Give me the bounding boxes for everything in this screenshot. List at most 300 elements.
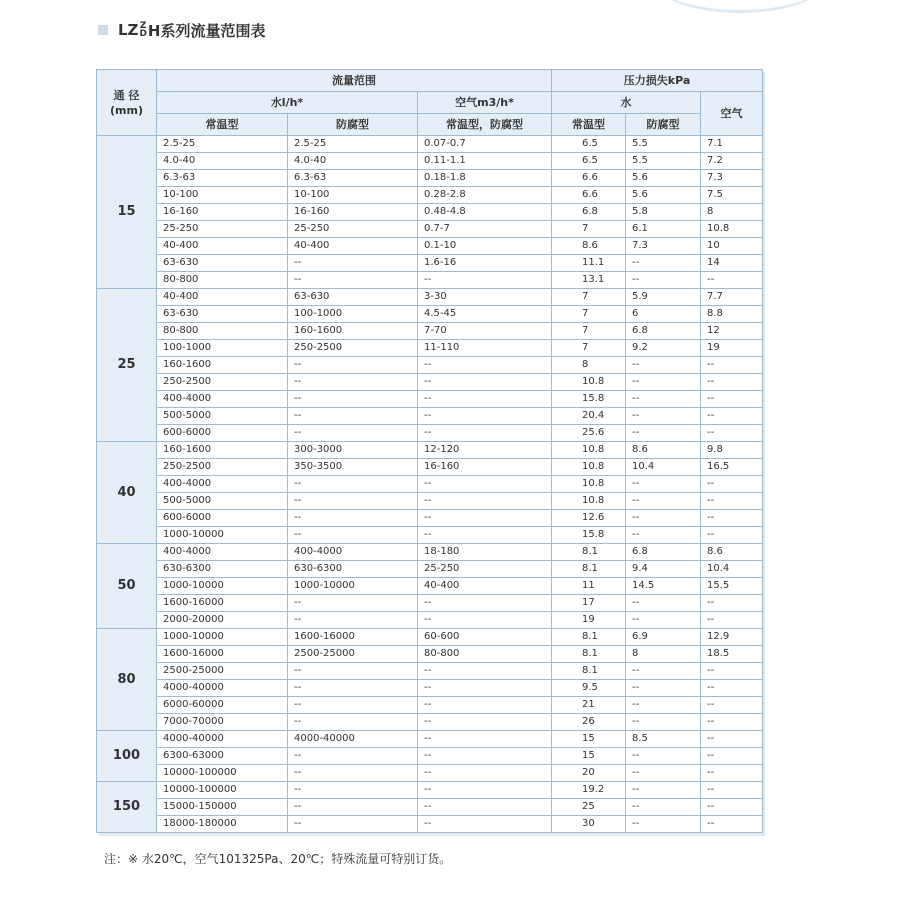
- water-anticorrosion-cell: --: [288, 697, 418, 714]
- water-normal-cell: 7000-70000: [157, 714, 288, 731]
- table-row: [97, 136, 763, 153]
- air-flow-cell: --: [418, 493, 552, 510]
- water-anticorrosion-cell: 630-6300: [288, 561, 418, 578]
- loss-water-normal-cell: 8.1: [552, 561, 626, 578]
- table-row: [97, 374, 763, 391]
- table-row: [97, 425, 763, 442]
- water-normal-cell: 2500-25000: [157, 663, 288, 680]
- loss-water-anticorrosion-cell: --: [626, 595, 701, 612]
- loss-water-normal-cell: 19.2: [552, 782, 626, 799]
- loss-air-cell: --: [701, 357, 763, 374]
- table-row: [97, 646, 763, 663]
- water-anticorrosion-cell: 2.5-25: [288, 136, 418, 153]
- water-anticorrosion-cell: --: [288, 391, 418, 408]
- water-normal-cell: 40-400: [157, 238, 288, 255]
- loss-water-normal-cell: 15: [552, 731, 626, 748]
- water-anticorrosion-cell: 16-160: [288, 204, 418, 221]
- table-row: [97, 527, 763, 544]
- water-normal-cell: 1600-16000: [157, 595, 288, 612]
- loss-water-normal-cell: 21: [552, 697, 626, 714]
- air-flow-cell: 16-160: [418, 459, 552, 476]
- water-anticorrosion-cell: 300-3000: [288, 442, 418, 459]
- loss-air-cell: 15.5: [701, 578, 763, 595]
- loss-air-cell: 14: [701, 255, 763, 272]
- loss-water-normal-cell: 17: [552, 595, 626, 612]
- loss-air-cell: --: [701, 697, 763, 714]
- water-normal-cell: 160-1600: [157, 442, 288, 459]
- water-normal-cell: 1000-10000: [157, 629, 288, 646]
- loss-water-normal-cell: 8.1: [552, 629, 626, 646]
- loss-air-cell: --: [701, 408, 763, 425]
- loss-water-anticorrosion-cell: 9.2: [626, 340, 701, 357]
- water-anticorrosion-cell: --: [288, 408, 418, 425]
- loss-water-normal-cell: 10.8: [552, 459, 626, 476]
- loss-air-cell: 8.6: [701, 544, 763, 561]
- loss-water-normal-cell: 20: [552, 765, 626, 782]
- water-anticorrosion-cell: 6.3-63: [288, 170, 418, 187]
- loss-water-normal-cell: 10.8: [552, 374, 626, 391]
- water-normal-cell: 250-2500: [157, 459, 288, 476]
- water-normal-cell: 2000-20000: [157, 612, 288, 629]
- air-flow-cell: --: [418, 799, 552, 816]
- air-flow-cell: 0.1-10: [418, 238, 552, 255]
- header-anticorrosion: 防腐型: [288, 114, 418, 136]
- water-normal-cell: 2.5-25: [157, 136, 288, 153]
- table-row: [97, 306, 763, 323]
- loss-water-normal-cell: 15.8: [552, 391, 626, 408]
- table-row: [97, 782, 763, 799]
- loss-water-anticorrosion-cell: --: [626, 374, 701, 391]
- title-suffix: H系列流量范围表: [147, 21, 266, 40]
- header-normal-temp: 常温型: [157, 114, 288, 136]
- loss-water-anticorrosion-cell: 6.8: [626, 544, 701, 561]
- water-normal-cell: 1000-10000: [157, 578, 288, 595]
- air-flow-cell: --: [418, 782, 552, 799]
- loss-water-anticorrosion-cell: --: [626, 663, 701, 680]
- loss-water-normal-cell: 7: [552, 289, 626, 306]
- air-flow-cell: 1.6-16: [418, 255, 552, 272]
- loss-water-anticorrosion-cell: --: [626, 612, 701, 629]
- air-flow-cell: --: [418, 510, 552, 527]
- air-flow-cell: 0.28-2.8: [418, 187, 552, 204]
- loss-water-anticorrosion-cell: 6.8: [626, 323, 701, 340]
- water-normal-cell: 6300-63000: [157, 748, 288, 765]
- water-normal-cell: 4000-40000: [157, 680, 288, 697]
- loss-water-normal-cell: 20.4: [552, 408, 626, 425]
- water-anticorrosion-cell: --: [288, 595, 418, 612]
- loss-water-anticorrosion-cell: 8.5: [626, 731, 701, 748]
- air-flow-cell: --: [418, 697, 552, 714]
- loss-water-normal-cell: 30: [552, 816, 626, 833]
- loss-air-cell: 10.4: [701, 561, 763, 578]
- loss-air-cell: 7.3: [701, 170, 763, 187]
- water-anticorrosion-cell: --: [288, 748, 418, 765]
- table-row: [97, 221, 763, 238]
- loss-water-normal-cell: 15.8: [552, 527, 626, 544]
- title-prefix: LZ: [118, 21, 139, 39]
- loss-air-cell: --: [701, 765, 763, 782]
- table-row: [97, 289, 763, 306]
- air-flow-cell: 0.7-7: [418, 221, 552, 238]
- loss-water-normal-cell: 26: [552, 714, 626, 731]
- loss-water-normal-cell: 10.8: [552, 493, 626, 510]
- loss-air-cell: --: [701, 374, 763, 391]
- water-normal-cell: 63-630: [157, 255, 288, 272]
- air-flow-cell: --: [418, 680, 552, 697]
- air-flow-cell: --: [418, 663, 552, 680]
- water-anticorrosion-cell: 4000-40000: [288, 731, 418, 748]
- water-normal-cell: 100-1000: [157, 340, 288, 357]
- air-flow-cell: --: [418, 612, 552, 629]
- water-anticorrosion-cell: 250-2500: [288, 340, 418, 357]
- water-normal-cell: 400-4000: [157, 391, 288, 408]
- header-pressure-loss: 压力损失kPa: [552, 70, 763, 92]
- loss-water-normal-cell: 8.1: [552, 663, 626, 680]
- loss-water-normal-cell: 8.1: [552, 544, 626, 561]
- water-normal-cell: 10000-100000: [157, 765, 288, 782]
- header-flow-range: 流量范围: [157, 70, 552, 92]
- dn-cell: 150: [97, 782, 157, 833]
- dn-cell: 80: [97, 629, 157, 731]
- water-normal-cell: 80-800: [157, 323, 288, 340]
- air-flow-cell: --: [418, 595, 552, 612]
- page-title: [118, 20, 265, 41]
- loss-water-normal-cell: 25.6: [552, 425, 626, 442]
- air-flow-cell: 4.5-45: [418, 306, 552, 323]
- flow-range-table: [96, 69, 763, 833]
- loss-water-anticorrosion-cell: 5.5: [626, 153, 701, 170]
- table-row: [97, 799, 763, 816]
- loss-air-cell: --: [701, 527, 763, 544]
- water-anticorrosion-cell: --: [288, 816, 418, 833]
- air-flow-cell: --: [418, 816, 552, 833]
- water-anticorrosion-cell: --: [288, 374, 418, 391]
- dn-cell: 50: [97, 544, 157, 629]
- table-row: [97, 629, 763, 646]
- loss-air-cell: 7.5: [701, 187, 763, 204]
- loss-air-cell: 8.8: [701, 306, 763, 323]
- air-flow-cell: 0.48-4.8: [418, 204, 552, 221]
- water-normal-cell: 1000-10000: [157, 527, 288, 544]
- water-normal-cell: 4.0-40: [157, 153, 288, 170]
- water-normal-cell: 500-5000: [157, 493, 288, 510]
- loss-water-anticorrosion-cell: --: [626, 799, 701, 816]
- loss-air-cell: --: [701, 272, 763, 289]
- air-flow-cell: --: [418, 425, 552, 442]
- table-row: [97, 323, 763, 340]
- table-row: [97, 765, 763, 782]
- water-normal-cell: 80-800: [157, 272, 288, 289]
- loss-air-cell: 12: [701, 323, 763, 340]
- loss-air-cell: 10.8: [701, 221, 763, 238]
- table-row: [97, 714, 763, 731]
- table-row: [97, 680, 763, 697]
- table-row: [97, 595, 763, 612]
- air-flow-cell: --: [418, 714, 552, 731]
- table-row: [97, 544, 763, 561]
- loss-air-cell: --: [701, 663, 763, 680]
- table-row: [97, 255, 763, 272]
- loss-water-normal-cell: 13.1: [552, 272, 626, 289]
- table-row: [97, 731, 763, 748]
- loss-water-normal-cell: 8.1: [552, 646, 626, 663]
- loss-water-anticorrosion-cell: --: [626, 680, 701, 697]
- loss-water-anticorrosion-cell: 7.3: [626, 238, 701, 255]
- table-row: [97, 442, 763, 459]
- air-flow-cell: --: [418, 527, 552, 544]
- dn-cell: 15: [97, 136, 157, 289]
- loss-water-anticorrosion-cell: 6: [626, 306, 701, 323]
- dn-cell: 40: [97, 442, 157, 544]
- header-normal-temp-2: 常温型: [552, 114, 626, 136]
- water-normal-cell: 10000-100000: [157, 782, 288, 799]
- flow-range-table-wrapper: [96, 69, 762, 833]
- loss-water-normal-cell: 10.8: [552, 476, 626, 493]
- air-flow-cell: 12-120: [418, 442, 552, 459]
- loss-water-normal-cell: 12.6: [552, 510, 626, 527]
- water-normal-cell: 40-400: [157, 289, 288, 306]
- air-flow-cell: 60-600: [418, 629, 552, 646]
- header-anticorrosion-2: 防腐型: [626, 114, 701, 136]
- water-anticorrosion-cell: --: [288, 425, 418, 442]
- water-anticorrosion-cell: --: [288, 765, 418, 782]
- water-normal-cell: 600-6000: [157, 425, 288, 442]
- loss-water-normal-cell: 7: [552, 323, 626, 340]
- water-anticorrosion-cell: 4.0-40: [288, 153, 418, 170]
- air-flow-cell: --: [418, 391, 552, 408]
- table-row: [97, 204, 763, 221]
- loss-water-anticorrosion-cell: 9.4: [626, 561, 701, 578]
- loss-water-normal-cell: 6.6: [552, 187, 626, 204]
- table-row: [97, 459, 763, 476]
- table-body: [97, 136, 763, 833]
- title-row: [98, 18, 265, 42]
- water-normal-cell: 1600-16000: [157, 646, 288, 663]
- water-anticorrosion-cell: 400-4000: [288, 544, 418, 561]
- water-normal-cell: 18000-180000: [157, 816, 288, 833]
- water-anticorrosion-cell: 10-100: [288, 187, 418, 204]
- loss-air-cell: --: [701, 680, 763, 697]
- loss-water-anticorrosion-cell: 8: [626, 646, 701, 663]
- water-normal-cell: 63-630: [157, 306, 288, 323]
- loss-air-cell: --: [701, 612, 763, 629]
- air-flow-cell: 11-110: [418, 340, 552, 357]
- air-flow-cell: --: [418, 748, 552, 765]
- loss-water-anticorrosion-cell: --: [626, 272, 701, 289]
- dn-cell: 25: [97, 289, 157, 442]
- water-anticorrosion-cell: 350-3500: [288, 459, 418, 476]
- water-anticorrosion-cell: 1600-16000: [288, 629, 418, 646]
- loss-water-normal-cell: 19: [552, 612, 626, 629]
- air-flow-cell: 0.11-1.1: [418, 153, 552, 170]
- loss-water-anticorrosion-cell: --: [626, 765, 701, 782]
- loss-air-cell: 12.9: [701, 629, 763, 646]
- loss-water-anticorrosion-cell: 8.6: [626, 442, 701, 459]
- loss-air-cell: 9.8: [701, 442, 763, 459]
- loss-water-anticorrosion-cell: --: [626, 408, 701, 425]
- water-normal-cell: 15000-150000: [157, 799, 288, 816]
- loss-water-anticorrosion-cell: --: [626, 255, 701, 272]
- water-anticorrosion-cell: 1000-10000: [288, 578, 418, 595]
- loss-air-cell: 7.2: [701, 153, 763, 170]
- air-flow-cell: 40-400: [418, 578, 552, 595]
- air-flow-cell: --: [418, 408, 552, 425]
- header-air: 空气: [701, 92, 763, 136]
- water-anticorrosion-cell: --: [288, 680, 418, 697]
- water-anticorrosion-cell: --: [288, 527, 418, 544]
- water-normal-cell: 600-6000: [157, 510, 288, 527]
- loss-water-normal-cell: 9.5: [552, 680, 626, 697]
- water-normal-cell: 250-2500: [157, 374, 288, 391]
- air-flow-cell: 0.07-0.7: [418, 136, 552, 153]
- loss-water-normal-cell: 15: [552, 748, 626, 765]
- loss-water-normal-cell: 11: [552, 578, 626, 595]
- water-anticorrosion-cell: --: [288, 714, 418, 731]
- water-normal-cell: 16-160: [157, 204, 288, 221]
- water-anticorrosion-cell: --: [288, 799, 418, 816]
- water-anticorrosion-cell: --: [288, 782, 418, 799]
- loss-air-cell: 7.7: [701, 289, 763, 306]
- loss-water-normal-cell: 8.6: [552, 238, 626, 255]
- loss-water-anticorrosion-cell: 10.4: [626, 459, 701, 476]
- loss-water-normal-cell: 6.5: [552, 153, 626, 170]
- water-anticorrosion-cell: 2500-25000: [288, 646, 418, 663]
- title-bullet-square: [98, 25, 108, 35]
- header-air-types: 常温型，防腐型: [418, 114, 552, 136]
- water-anticorrosion-cell: --: [288, 612, 418, 629]
- loss-water-normal-cell: 7: [552, 306, 626, 323]
- table-row: [97, 663, 763, 680]
- loss-water-anticorrosion-cell: --: [626, 748, 701, 765]
- loss-water-normal-cell: 7: [552, 221, 626, 238]
- air-flow-cell: --: [418, 374, 552, 391]
- table-row: [97, 391, 763, 408]
- table-row: [97, 612, 763, 629]
- table-row: [97, 476, 763, 493]
- air-flow-cell: 3-30: [418, 289, 552, 306]
- table-row: [97, 187, 763, 204]
- header-air-unit: 空气m3/h*: [418, 92, 552, 114]
- water-normal-cell: 400-4000: [157, 544, 288, 561]
- loss-water-anticorrosion-cell: --: [626, 357, 701, 374]
- water-normal-cell: 10-100: [157, 187, 288, 204]
- air-flow-cell: 0.18-1.8: [418, 170, 552, 187]
- air-flow-cell: 80-800: [418, 646, 552, 663]
- table-row: [97, 561, 763, 578]
- loss-water-anticorrosion-cell: --: [626, 527, 701, 544]
- loss-water-normal-cell: 11.1: [552, 255, 626, 272]
- loss-air-cell: --: [701, 714, 763, 731]
- water-anticorrosion-cell: --: [288, 272, 418, 289]
- loss-air-cell: --: [701, 799, 763, 816]
- loss-air-cell: 7.1: [701, 136, 763, 153]
- loss-air-cell: --: [701, 782, 763, 799]
- loss-air-cell: --: [701, 425, 763, 442]
- table-row: [97, 816, 763, 833]
- loss-water-anticorrosion-cell: --: [626, 425, 701, 442]
- air-flow-cell: --: [418, 272, 552, 289]
- loss-water-anticorrosion-cell: --: [626, 391, 701, 408]
- table-row: [97, 340, 763, 357]
- loss-air-cell: --: [701, 595, 763, 612]
- water-anticorrosion-cell: --: [288, 510, 418, 527]
- loss-water-normal-cell: 6.8: [552, 204, 626, 221]
- water-anticorrosion-cell: 25-250: [288, 221, 418, 238]
- table-row: [97, 510, 763, 527]
- dn-cell: 100: [97, 731, 157, 782]
- loss-water-anticorrosion-cell: --: [626, 510, 701, 527]
- water-normal-cell: 25-250: [157, 221, 288, 238]
- table-row: [97, 272, 763, 289]
- loss-air-cell: --: [701, 493, 763, 510]
- table-row: [97, 153, 763, 170]
- table-row: [97, 238, 763, 255]
- table-row: [97, 357, 763, 374]
- loss-water-anticorrosion-cell: --: [626, 714, 701, 731]
- water-anticorrosion-cell: --: [288, 357, 418, 374]
- loss-water-anticorrosion-cell: --: [626, 697, 701, 714]
- table-row: [97, 408, 763, 425]
- loss-air-cell: 8: [701, 204, 763, 221]
- loss-air-cell: --: [701, 816, 763, 833]
- loss-water-normal-cell: 25: [552, 799, 626, 816]
- header-water: 水: [552, 92, 701, 114]
- loss-air-cell: --: [701, 391, 763, 408]
- decorative-corner-arc: [650, 0, 830, 13]
- loss-water-anticorrosion-cell: 5.5: [626, 136, 701, 153]
- loss-water-normal-cell: 6.5: [552, 136, 626, 153]
- water-anticorrosion-cell: --: [288, 493, 418, 510]
- loss-air-cell: --: [701, 748, 763, 765]
- loss-water-anticorrosion-cell: 5.6: [626, 170, 701, 187]
- water-anticorrosion-cell: --: [288, 476, 418, 493]
- water-normal-cell: 500-5000: [157, 408, 288, 425]
- loss-air-cell: --: [701, 731, 763, 748]
- table-row: [97, 578, 763, 595]
- water-anticorrosion-cell: 160-1600: [288, 323, 418, 340]
- loss-air-cell: 10: [701, 238, 763, 255]
- header-water-unit: 水l/h*: [157, 92, 418, 114]
- loss-water-anticorrosion-cell: 5.9: [626, 289, 701, 306]
- water-normal-cell: 400-4000: [157, 476, 288, 493]
- loss-air-cell: --: [701, 510, 763, 527]
- loss-air-cell: 16.5: [701, 459, 763, 476]
- loss-air-cell: 18.5: [701, 646, 763, 663]
- footnote: 注：※ 水20℃，空气101325Pa、20℃；特殊流量可特别订货。: [104, 852, 452, 866]
- water-normal-cell: 160-1600: [157, 357, 288, 374]
- table-row: [97, 170, 763, 187]
- loss-air-cell: 19: [701, 340, 763, 357]
- water-normal-cell: 630-6300: [157, 561, 288, 578]
- title-sup: Z: [139, 21, 147, 31]
- loss-water-anticorrosion-cell: 14.5: [626, 578, 701, 595]
- loss-water-anticorrosion-cell: --: [626, 782, 701, 799]
- air-flow-cell: 7-70: [418, 323, 552, 340]
- water-anticorrosion-cell: 100-1000: [288, 306, 418, 323]
- water-normal-cell: 4000-40000: [157, 731, 288, 748]
- air-flow-cell: --: [418, 731, 552, 748]
- loss-water-anticorrosion-cell: 5.6: [626, 187, 701, 204]
- loss-water-anticorrosion-cell: 6.1: [626, 221, 701, 238]
- table-row: [97, 493, 763, 510]
- air-flow-cell: 18-180: [418, 544, 552, 561]
- water-normal-cell: 6000-60000: [157, 697, 288, 714]
- air-flow-cell: 25-250: [418, 561, 552, 578]
- loss-water-normal-cell: 10.8: [552, 442, 626, 459]
- loss-water-anticorrosion-cell: --: [626, 476, 701, 493]
- loss-water-anticorrosion-cell: 5.8: [626, 204, 701, 221]
- loss-water-anticorrosion-cell: --: [626, 816, 701, 833]
